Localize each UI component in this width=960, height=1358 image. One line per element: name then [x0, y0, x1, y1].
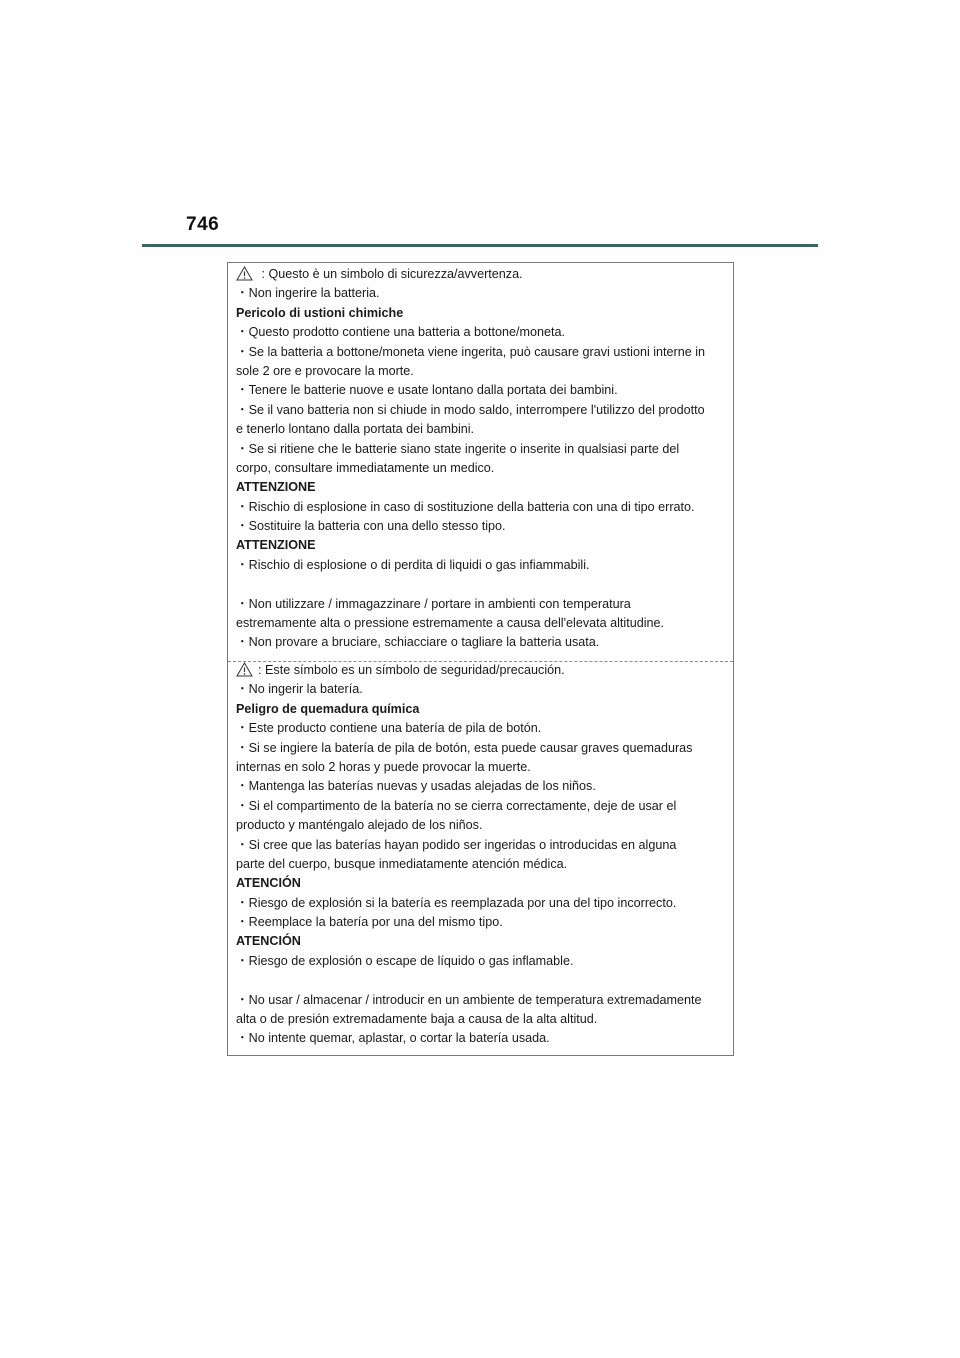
notice-line: [236, 758, 727, 777]
line-text: ・Se si ritiene che le batterie siano state ingerite o inserite in qualsiasi parte del: [236, 441, 680, 456]
notice-line: [236, 836, 727, 855]
line-text: ・No ingerir la batería.: [236, 682, 363, 697]
line-text: : Questo è un simbolo di sicurezza/avvertenza.: [258, 267, 523, 281]
notice-line: [236, 1029, 727, 1048]
line-text: Peligro de quemadura química: [236, 701, 420, 716]
notice-line: [236, 284, 727, 303]
notice-line: [236, 440, 727, 459]
notice-line: [236, 894, 727, 913]
section-heading: [236, 536, 727, 555]
notice-line: [236, 323, 727, 342]
notice-line: [236, 614, 727, 633]
notice-line: [236, 1010, 727, 1029]
section-heading: [236, 874, 727, 893]
line-text: ATENCIÓN: [236, 876, 301, 891]
line-text: ・Tenere le batterie nuove e usate lontano dalla portata dei bambini.: [236, 383, 618, 398]
line-text: ATTENZIONE: [236, 538, 316, 553]
line-text: ・Se la batteria a bottone/moneta viene ingerita, può causare gravi ustioni interne in: [236, 344, 706, 359]
line-text: producto y manténgalo alejado de los niños.: [236, 818, 483, 833]
notice-line: [236, 719, 727, 738]
page-number: 746: [186, 214, 220, 235]
notice-line: [236, 343, 727, 362]
line-text: ・Si el compartimento de la batería no se cierra correctamente, deje de usar el: [236, 798, 677, 813]
warning-triangle-icon: [236, 266, 253, 281]
notice-line: [236, 517, 727, 536]
line-text: ・Non provare a bruciare, schiacciare o tagliare la batteria usata.: [236, 635, 600, 650]
notice-line: [236, 991, 727, 1010]
line-text: sole 2 ore e provocare la morte.: [236, 363, 414, 378]
notice-line: [236, 797, 727, 816]
line-text: ・Mantenga las baterías nuevas y usadas alejadas de los niños.: [236, 779, 596, 794]
header-rule: [142, 244, 818, 247]
blank-line: [236, 971, 727, 990]
line-text: ・Se il vano batteria non si chiude in modo saldo, interrompere l'utilizzo del prodotto: [236, 402, 705, 417]
notice-line: [236, 913, 727, 932]
section-heading: [236, 700, 727, 719]
line-text: ・No usar / almacenar / introducir en un ambiente de temperatura extremadamente: [236, 992, 702, 1007]
section-heading: [236, 932, 727, 951]
blank-line: [236, 575, 727, 594]
line-text: ATTENZIONE: [236, 480, 316, 495]
line-text: ・Sostituire la batteria con una dello stesso tipo.: [236, 519, 506, 534]
line-text: corpo, consultare immediatamente un medico.: [236, 460, 495, 475]
line-text: : Este símbolo es un símbolo de seguridad/precaución.: [258, 663, 565, 677]
line-text: ・Riesgo de explosión o escape de líquido o gas inflamable.: [236, 953, 574, 968]
line-text: ・Si se ingiere la batería de pila de botón, esta puede causar graves quemaduras: [236, 740, 693, 755]
line-text: ・Reemplace la batería por una del mismo tipo.: [236, 915, 503, 930]
spanish-section: [236, 661, 727, 1049]
notice-line: [236, 777, 727, 796]
notice-line: [236, 556, 727, 575]
notice-line: [236, 633, 727, 652]
line-text: alta o de presión extremadamente baja a causa de la alta altitud.: [236, 1012, 598, 1027]
line-text: ・Si cree que las baterías hayan podido ser ingeridas o introducidas en alguna: [236, 837, 677, 852]
notice-line: [236, 459, 727, 478]
section-heading: [236, 304, 727, 323]
italian-section: [236, 265, 727, 653]
line-text: ・Questo prodotto contiene una batteria a bottone/moneta.: [236, 325, 566, 340]
notice-line: [236, 265, 727, 284]
line-text: ・Riesgo de explosión si la batería es reemplazada por una del tipo incorrecto.: [236, 895, 677, 910]
notice-line: [236, 420, 727, 439]
notice-line: [236, 381, 727, 400]
line-text: ・Rischio di esplosione o di perdita di liquidi o gas infiammabili.: [236, 557, 590, 572]
line-text: ・Rischio di esplosione in caso di sostituzione della batteria con una di tipo errato.: [236, 499, 695, 514]
line-text: ・No intente quemar, aplastar, o cortar la batería usada.: [236, 1031, 550, 1046]
notice-line: [236, 952, 727, 971]
notice-line: [236, 595, 727, 614]
line-text: ・Este producto contiene una batería de pila de botón.: [236, 721, 542, 736]
line-text: ・Non ingerire la batteria.: [236, 286, 380, 301]
line-text: e tenerlo lontano dalla portata dei bambini.: [236, 422, 475, 437]
notice-line: [236, 401, 727, 420]
line-text: ATENCIÓN: [236, 934, 301, 949]
line-text: internas en solo 2 horas y puede provocar la muerte.: [236, 759, 531, 774]
notice-line: [236, 680, 727, 699]
line-text: estremamente alta o pressione estremamente a causa dell'elevata altitudine.: [236, 616, 665, 631]
notice-line: [236, 739, 727, 758]
notice-line: [236, 816, 727, 835]
line-text: ・Non utilizzare / immagazzinare / portare in ambienti con temperatura: [236, 596, 631, 611]
notice-line: [236, 362, 727, 381]
line-text: Pericolo di ustioni chimiche: [236, 305, 404, 320]
warning-triangle-icon: [236, 662, 253, 677]
notice-line: [236, 661, 727, 680]
notice-line: [236, 498, 727, 517]
line-text: parte del cuerpo, busque inmediatamente atención médica.: [236, 856, 568, 871]
notice-line: [236, 855, 727, 874]
section-heading: [236, 478, 727, 497]
battery-safety-notice: [227, 262, 734, 1056]
